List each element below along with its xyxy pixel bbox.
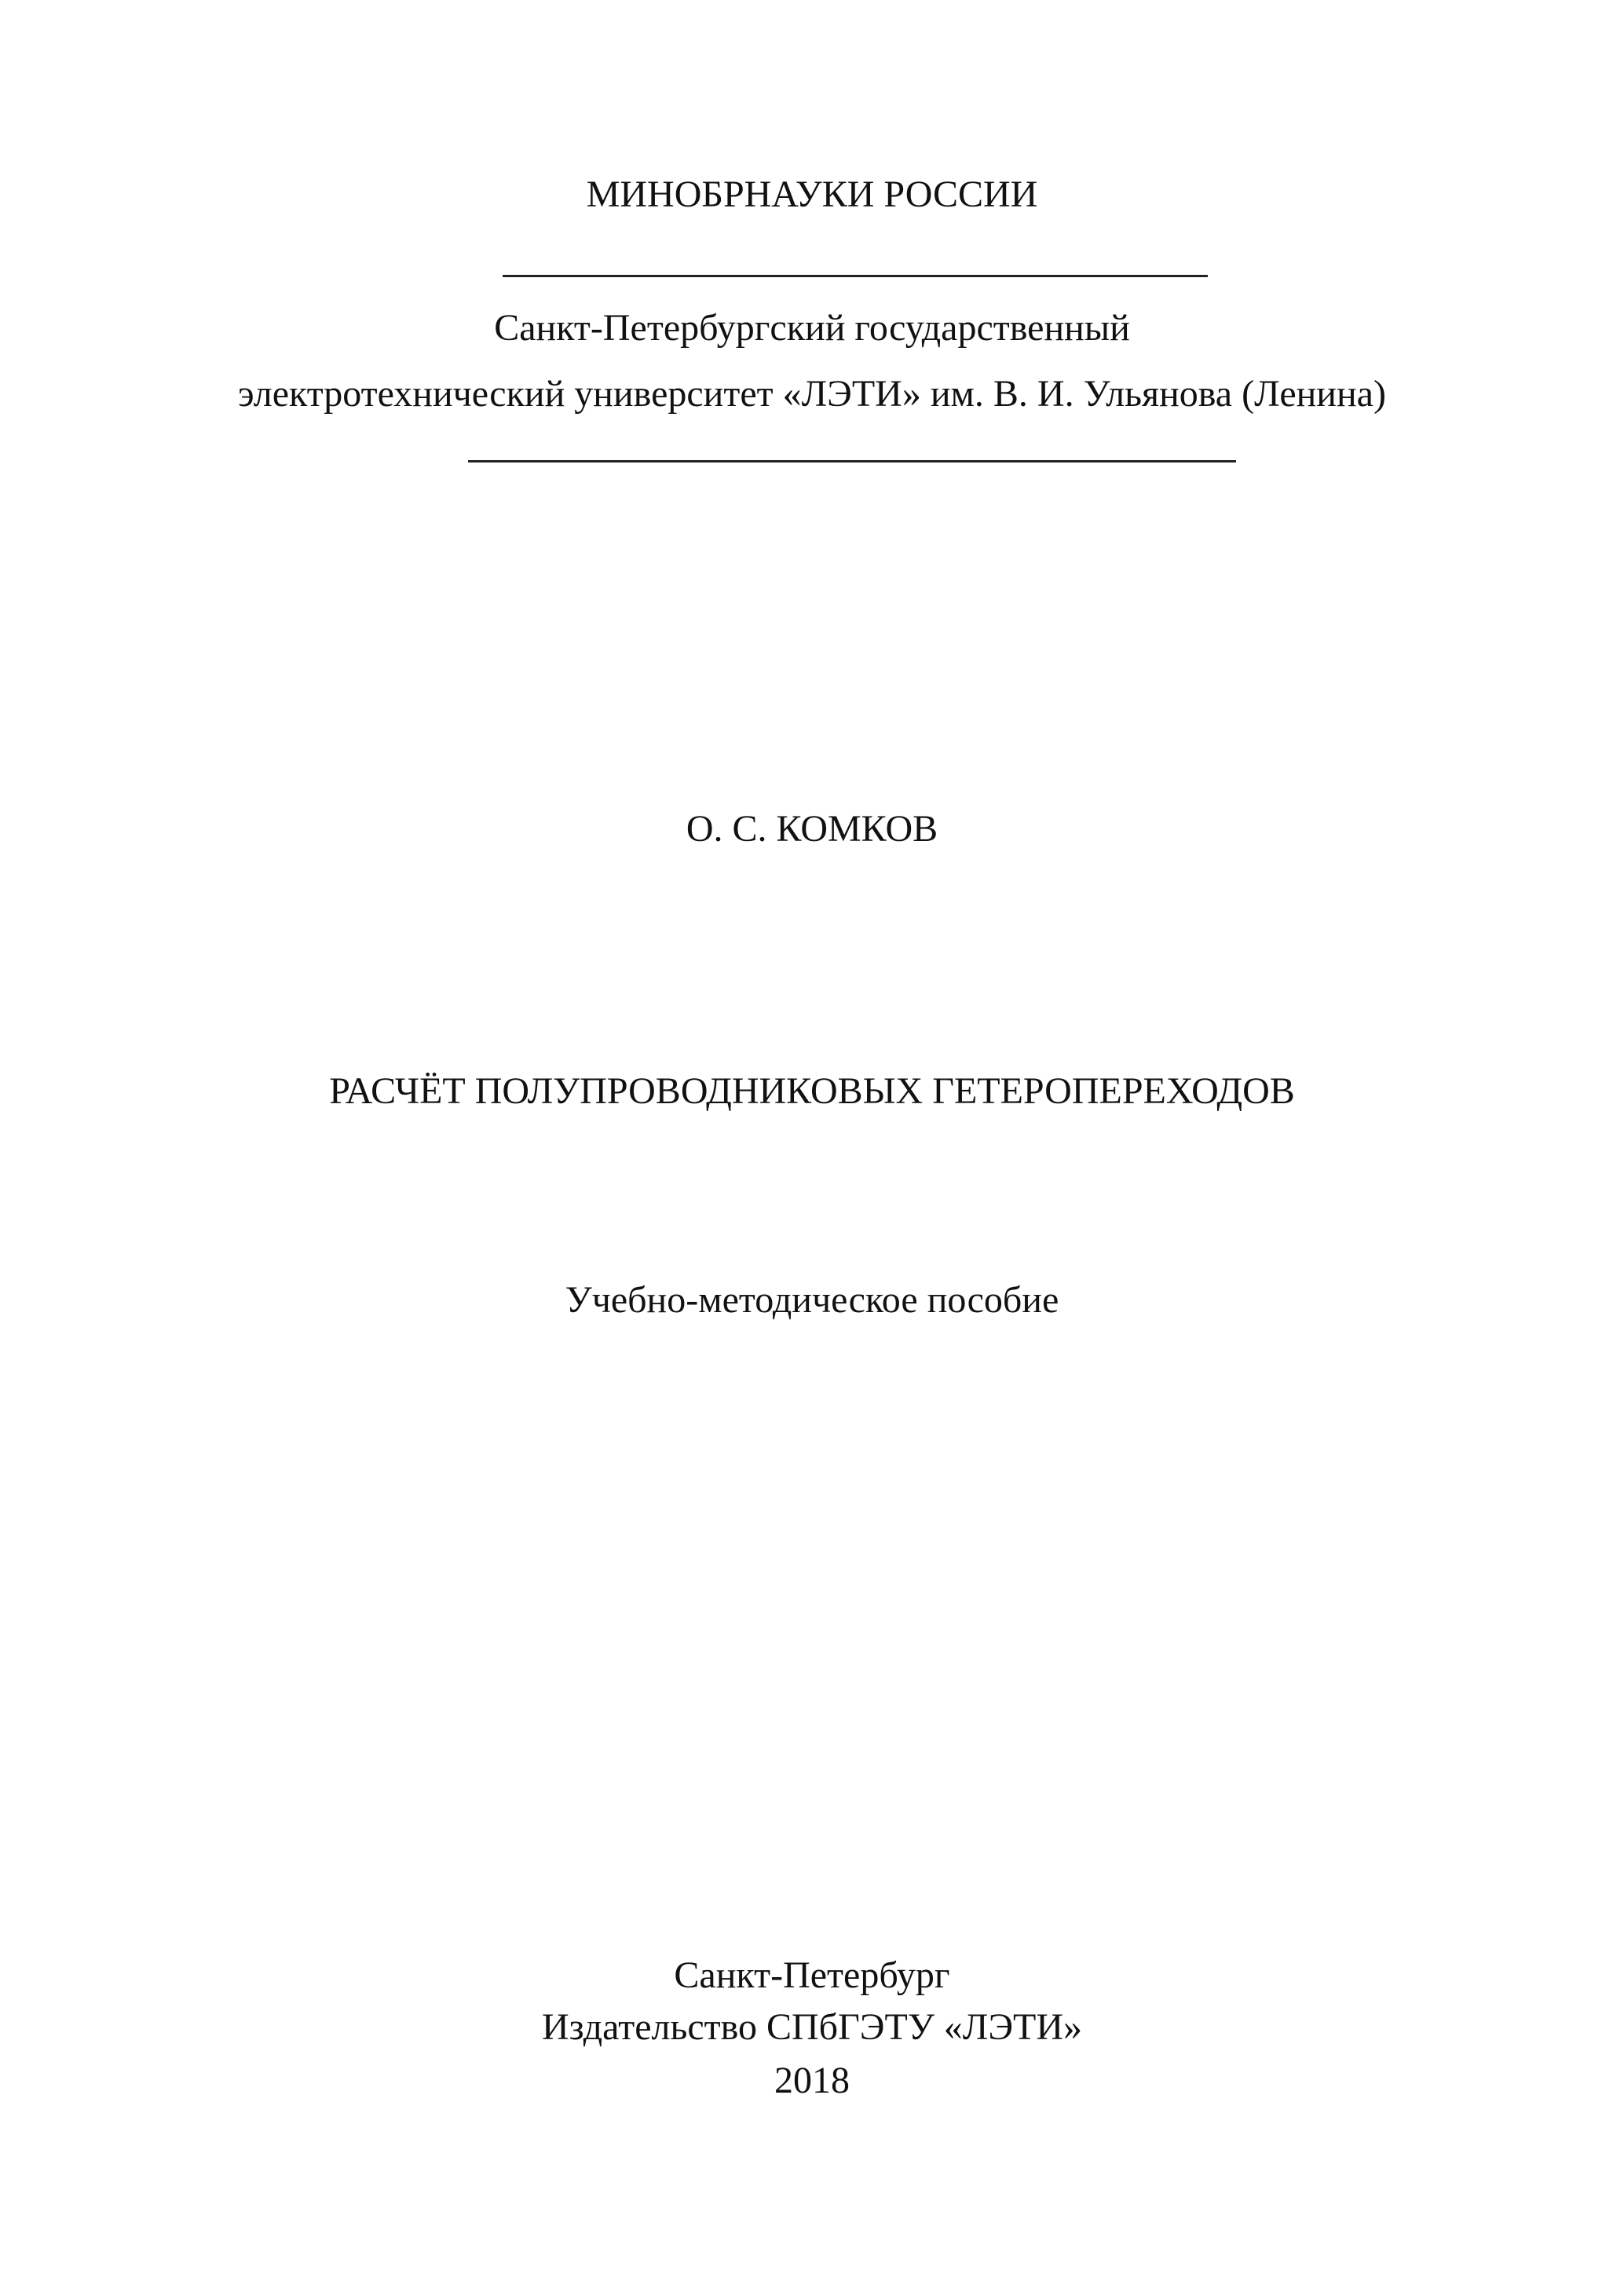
university-name-line-1: Санкт-Петербургский государственный [494, 307, 1130, 349]
document-title: РАСЧЁТ ПОЛУПРОВОДНИКОВЫХ ГЕТЕРОПЕРЕХОДОВ [329, 1070, 1295, 1112]
ministry-name: МИНОБРНАУКИ РОССИИ [586, 174, 1038, 215]
imprint-publisher: Издательство СПбГЭТУ «ЛЭТИ» [541, 2006, 1083, 2048]
author-name: О. С. КОМКОВ [686, 808, 938, 850]
document-subtitle: Учебно-методическое пособие [565, 1279, 1059, 1321]
imprint-year: 2018 [774, 2060, 850, 2101]
university-name-line-2: электротехнический университет «ЛЭТИ» им. В. И. Ульянова (Ленина) [238, 373, 1386, 415]
bottom-divider [468, 460, 1236, 462]
top-divider [503, 275, 1208, 277]
imprint-city: Санкт-Петербург [674, 1954, 950, 1996]
